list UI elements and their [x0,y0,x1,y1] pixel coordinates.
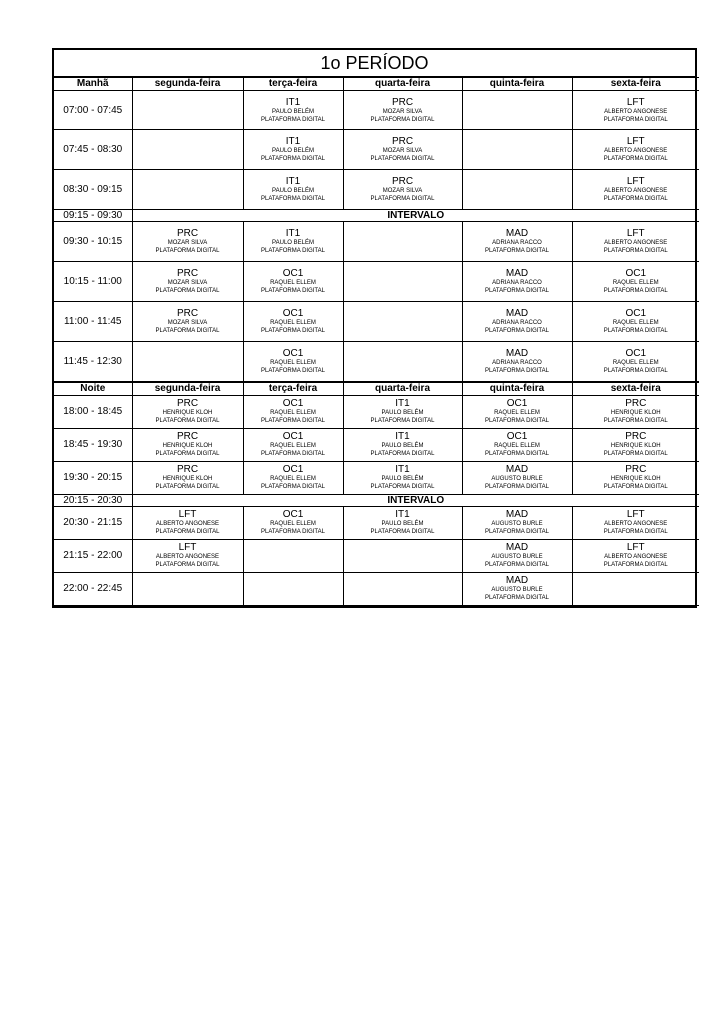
course-code: LFT [178,509,197,520]
class-cell [572,461,699,494]
time-slot-row [54,342,699,382]
class-cell [343,506,462,539]
course-code: PRC [176,464,199,475]
platform-label: PLATAFORMA DIGITAL [260,418,325,424]
teacher-name: AUGUSTO BURLE [491,476,543,482]
course-code: IT1 [285,176,301,187]
class-cell [572,302,699,342]
time-slot-row [54,302,699,342]
day-header: sexta-feira [572,382,699,396]
course-code: MAD [505,308,529,319]
empty-cell [132,572,243,605]
teacher-name: PAULO BELÉM [381,443,424,449]
course-code: LFT [178,542,197,553]
class-cell [343,91,462,130]
platform-label: PLATAFORMA DIGITAL [260,451,325,457]
teacher-name: ALBERTO ANGONESE [604,521,668,527]
course-code: OC1 [625,347,647,359]
teacher-name: PAULO BELÉM [381,476,424,482]
course-code: LFT [626,96,645,108]
class-cell [572,395,699,428]
teacher-name: MOZAR SILVA [382,108,423,115]
time-slot-row [54,170,699,210]
empty-cell [343,262,462,302]
time-slot: 09:30 - 10:15 [54,222,132,262]
platform-label: PLATAFORMA DIGITAL [603,529,668,535]
platform-label: PLATAFORMA DIGITAL [260,367,325,374]
class-cell [462,572,572,605]
course-code: IT1 [285,136,301,147]
class-cell [243,342,343,382]
teacher-name: PAULO BELÉM [381,521,424,527]
interval-row [54,210,699,222]
class-cell [243,428,343,461]
course-code: PRC [391,96,414,108]
teacher-name: ALBERTO ANGONESE [604,554,668,560]
platform-label: PLATAFORMA DIGITAL [260,484,325,490]
class-cell [132,461,243,494]
time-slot: 11:00 - 11:45 [54,302,132,342]
platform-label: PLATAFORMA DIGITAL [484,595,549,601]
teacher-name: MOZAR SILVA [382,188,423,194]
course-code: MAD [505,542,529,553]
platform-label: PLATAFORMA DIGITAL [370,451,435,457]
class-cell [132,262,243,302]
teacher-name: HENRIQUE KLOH [610,443,661,449]
course-code: OC1 [282,347,304,359]
empty-cell [343,222,462,262]
class-cell [132,395,243,428]
platform-label: PLATAFORMA DIGITAL [155,328,220,334]
class-cell [572,91,699,130]
day-header: sexta-feira [572,78,699,91]
course-code: MAD [505,575,529,586]
course-code: MAD [505,509,529,520]
platform-label: PLATAFORMA DIGITAL [484,451,549,457]
time-slot-row [54,572,699,605]
platform-label: PLATAFORMA DIGITAL [603,451,668,457]
teacher-name: RAQUEL ELLEM [494,410,540,416]
platform-label: PLATAFORMA DIGITAL [370,116,435,123]
class-cell [243,222,343,262]
teacher-name: HENRIQUE KLOH [610,410,661,416]
course-code: OC1 [282,268,304,279]
teacher-name: MOZAR SILVA [167,320,208,326]
platform-label: PLATAFORMA DIGITAL [260,529,325,535]
empty-cell [132,342,243,382]
class-cell [132,539,243,572]
course-code: PRC [391,136,414,147]
empty-cell [243,572,343,605]
day-header: quinta-feira [462,382,572,396]
empty-cell [462,130,572,170]
platform-label: PLATAFORMA DIGITAL [155,248,220,254]
teacher-name: MOZAR SILVA [167,240,208,246]
class-cell [572,130,699,170]
platform-label: PLATAFORMA DIGITAL [603,196,668,202]
time-slot-row [54,539,699,572]
course-code: IT1 [395,398,410,409]
class-cell [462,302,572,342]
teacher-name: ADRIANA RACCO [492,240,542,246]
teacher-name: ALBERTO ANGONESE [155,521,220,527]
class-cell [132,506,243,539]
time-slot-row [54,395,699,428]
teacher-name: ALBERTO ANGONESE [604,240,668,246]
platform-label: PLATAFORMA DIGITAL [155,451,220,457]
course-code: OC1 [625,308,647,319]
platform-label: PLATAFORMA DIGITAL [603,248,668,254]
time-slot-row [54,130,699,170]
course-code: OC1 [282,464,304,475]
teacher-name: ALBERTO ANGONESE [604,188,668,194]
course-code: PRC [176,431,199,442]
section-name: Noite [54,382,132,396]
course-code: IT1 [395,431,410,442]
time-slot: 20:30 - 21:15 [54,506,132,539]
class-cell [132,222,243,262]
platform-label: PLATAFORMA DIGITAL [484,529,549,535]
teacher-name: HENRIQUE KLOH [162,410,213,416]
teacher-name: PAULO BELÉM [272,148,314,154]
teacher-name: RAQUEL ELLEM [612,359,659,366]
teacher-name: RAQUEL ELLEM [270,443,316,449]
teacher-name: RAQUEL ELLEM [270,320,316,326]
course-code: MAD [505,464,529,475]
course-code: PRC [176,228,199,239]
class-cell [243,506,343,539]
empty-cell [462,91,572,130]
page-title: 1o PERÍODO [54,50,695,77]
teacher-name: MOZAR SILVA [382,148,423,154]
platform-label: PLATAFORMA DIGITAL [603,288,668,294]
day-header: terça-feira [243,382,343,396]
class-cell [343,130,462,170]
time-slot: 20:15 - 20:30 [54,494,132,506]
class-cell [462,342,572,382]
time-slot: 10:15 - 11:00 [54,262,132,302]
class-cell [243,130,343,170]
platform-label: PLATAFORMA DIGITAL [370,418,435,424]
course-code: LFT [626,509,645,520]
platform-label: PLATAFORMA DIGITAL [155,484,220,490]
class-cell [343,428,462,461]
class-cell [243,461,343,494]
teacher-name: AUGUSTO BURLE [491,587,543,593]
class-cell [462,428,572,461]
course-code: OC1 [282,431,304,442]
empty-cell [132,130,243,170]
empty-cell [343,572,462,605]
course-code: LFT [626,136,645,147]
class-cell [243,262,343,302]
course-code: OC1 [282,308,304,319]
course-code: IT1 [395,464,410,475]
empty-cell [343,302,462,342]
platform-label: PLATAFORMA DIGITAL [603,156,668,162]
teacher-name: RAQUEL ELLEM [612,320,659,326]
course-code: PRC [625,464,647,475]
teacher-name: ADRIANA RACCO [492,359,542,366]
day-header: segunda-feira [132,78,243,91]
platform-label: PLATAFORMA DIGITAL [484,328,549,334]
teacher-name: PAULO BELÉM [272,108,314,115]
course-code: OC1 [625,268,647,279]
platform-label: PLATAFORMA DIGITAL [484,418,549,424]
platform-label: PLATAFORMA DIGITAL [370,156,435,162]
platform-label: PLATAFORMA DIGITAL [370,484,435,490]
course-code: IT1 [395,509,410,520]
time-slot: 22:00 - 22:45 [54,572,132,605]
time-slot: 08:30 - 09:15 [54,170,132,210]
time-slot: 07:45 - 08:30 [54,130,132,170]
platform-label: PLATAFORMA DIGITAL [260,156,325,162]
platform-label: PLATAFORMA DIGITAL [155,529,220,535]
course-code: PRC [625,398,647,409]
platform-label: PLATAFORMA DIGITAL [260,116,325,123]
time-slot-row [54,461,699,494]
time-slot-row [54,506,699,539]
teacher-name: AUGUSTO BURLE [491,554,543,560]
time-slot: 21:15 - 22:00 [54,539,132,572]
platform-label: PLATAFORMA DIGITAL [603,484,668,490]
platform-label: PLATAFORMA DIGITAL [484,367,549,374]
teacher-name: ADRIANA RACCO [492,320,542,326]
platform-label: PLATAFORMA DIGITAL [260,248,325,254]
section-header-row [54,78,699,91]
time-slot: 18:00 - 18:45 [54,395,132,428]
teacher-name: RAQUEL ELLEM [270,476,316,482]
teacher-name: MOZAR SILVA [167,280,208,286]
platform-label: PLATAFORMA DIGITAL [603,367,668,374]
teacher-name: HENRIQUE KLOH [162,476,213,482]
platform-label: PLATAFORMA DIGITAL [484,248,549,254]
course-code: PRC [176,268,199,279]
time-slot: 19:30 - 20:15 [54,461,132,494]
class-cell [243,91,343,130]
empty-cell [243,539,343,572]
schedule-sheet [52,48,697,608]
empty-cell [343,539,462,572]
course-code: OC1 [282,509,304,520]
class-cell [572,170,699,210]
empty-cell [343,342,462,382]
time-slot: 07:00 - 07:45 [54,91,132,130]
time-slot-row [54,91,699,130]
platform-label: PLATAFORMA DIGITAL [260,328,325,334]
course-code: IT1 [285,96,301,108]
teacher-name: RAQUEL ELLEM [612,280,659,286]
course-code: IT1 [285,228,301,239]
empty-cell [572,572,699,605]
teacher-name: PAULO BELÉM [381,410,424,416]
platform-label: PLATAFORMA DIGITAL [484,288,549,294]
platform-label: PLATAFORMA DIGITAL [155,418,220,424]
class-cell [243,170,343,210]
day-header: quarta-feira [343,78,462,91]
teacher-name: RAQUEL ELLEM [494,443,540,449]
teacher-name: AUGUSTO BURLE [491,521,543,527]
course-code: PRC [625,431,647,442]
course-code: OC1 [282,398,304,409]
course-code: MAD [505,268,529,279]
course-code: PRC [176,398,199,409]
day-header: quarta-feira [343,382,462,396]
class-cell [132,302,243,342]
course-code: LFT [626,228,645,239]
class-cell [572,222,699,262]
course-code: PRC [391,176,414,187]
course-code: MAD [505,228,529,239]
teacher-name: PAULO BELÉM [272,240,314,246]
time-slot: 11:45 - 12:30 [54,342,132,382]
platform-label: PLATAFORMA DIGITAL [603,562,668,568]
empty-cell [132,170,243,210]
class-cell [462,222,572,262]
time-slot: 09:15 - 09:30 [54,210,132,222]
teacher-name: ADRIANA RACCO [492,280,542,286]
platform-label: PLATAFORMA DIGITAL [603,328,668,334]
platform-label: PLATAFORMA DIGITAL [484,562,549,568]
class-cell [572,342,699,382]
class-cell [462,539,572,572]
course-code: LFT [626,542,645,553]
class-cell [343,395,462,428]
class-cell [462,461,572,494]
class-cell [572,428,699,461]
platform-label: PLATAFORMA DIGITAL [370,529,435,535]
class-cell [462,262,572,302]
course-code: MAD [505,347,529,359]
platform-label: PLATAFORMA DIGITAL [260,196,325,202]
platform-label: PLATAFORMA DIGITAL [603,418,668,424]
platform-label: PLATAFORMA DIGITAL [155,562,220,568]
class-cell [132,428,243,461]
class-cell [572,262,699,302]
teacher-name: PAULO BELÉM [272,188,314,194]
platform-label: PLATAFORMA DIGITAL [484,484,549,490]
teacher-name: HENRIQUE KLOH [162,443,213,449]
class-cell [343,461,462,494]
interval-row [54,494,699,506]
time-slot-row [54,222,699,262]
interval-label: INTERVALO [132,494,699,506]
day-header: quinta-feira [462,78,572,91]
teacher-name: RAQUEL ELLEM [270,410,316,416]
time-slot: 18:45 - 19:30 [54,428,132,461]
teacher-name: ALBERTO ANGONESE [604,148,668,154]
teacher-name: ALBERTO ANGONESE [604,108,668,115]
platform-label: PLATAFORMA DIGITAL [155,288,220,294]
class-cell [572,506,699,539]
platform-label: PLATAFORMA DIGITAL [603,116,668,123]
course-code: PRC [176,308,199,319]
teacher-name: ALBERTO ANGONESE [155,554,220,560]
schedule-table [54,77,699,606]
section-header-row [54,382,699,396]
empty-cell [132,91,243,130]
course-code: LFT [626,176,645,187]
course-code: OC1 [506,431,528,442]
time-slot-row [54,262,699,302]
day-header: terça-feira [243,78,343,91]
empty-cell [462,170,572,210]
teacher-name: RAQUEL ELLEM [270,280,316,286]
class-cell [243,395,343,428]
teacher-name: RAQUEL ELLEM [270,521,316,527]
day-header: segunda-feira [132,382,243,396]
time-slot-row [54,428,699,461]
class-cell [243,302,343,342]
platform-label: PLATAFORMA DIGITAL [370,196,435,202]
class-cell [572,539,699,572]
section-name: Manhã [54,78,132,91]
platform-label: PLATAFORMA DIGITAL [260,288,325,294]
course-code: OC1 [506,398,528,409]
class-cell [343,170,462,210]
class-cell [462,506,572,539]
teacher-name: HENRIQUE KLOH [610,476,661,482]
teacher-name: RAQUEL ELLEM [270,359,316,366]
interval-label: INTERVALO [132,210,699,222]
class-cell [462,395,572,428]
